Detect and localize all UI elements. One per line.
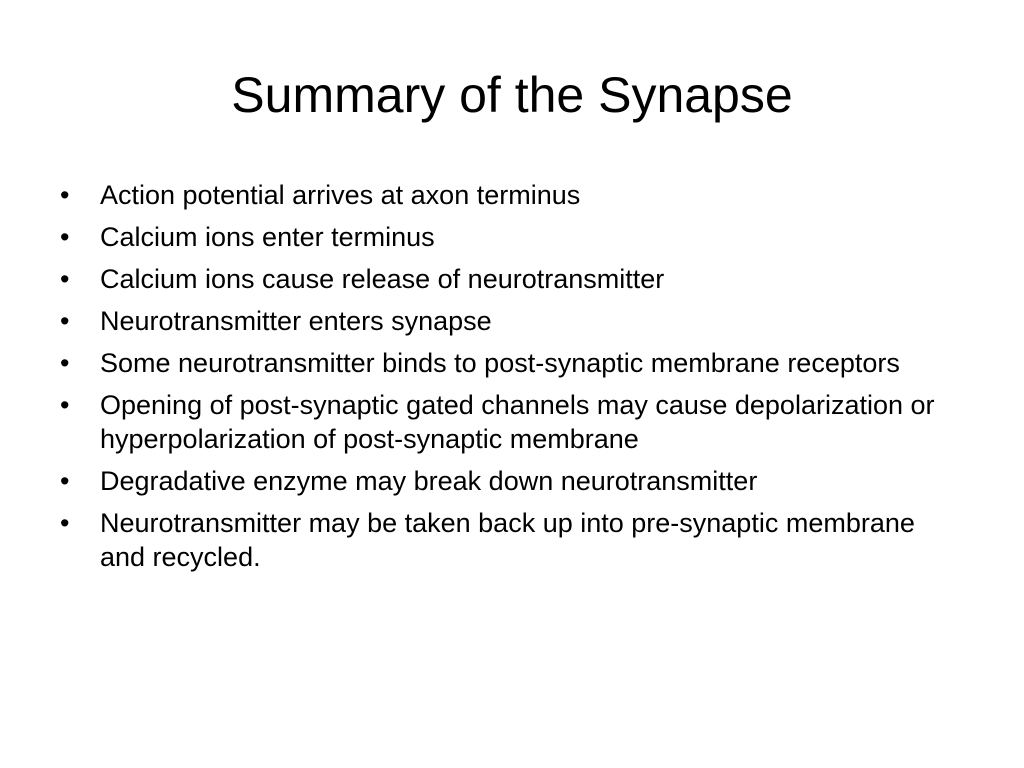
bullet-text: Degradative enzyme may break down neurotransmitter xyxy=(100,466,758,496)
bullet-item-7 xyxy=(58,464,958,498)
bullet-item-4 xyxy=(58,304,958,338)
slide-title: Summary of the Synapse xyxy=(231,67,793,123)
bullet-item-8 xyxy=(58,506,958,574)
bullet-item-3 xyxy=(58,262,958,296)
bullet-text: Some neurotransmitter binds to post-synaptic membrane receptors xyxy=(100,348,900,378)
bullet-icon: • xyxy=(60,466,70,496)
bullet-text: Action potential arrives at axon terminus xyxy=(100,180,581,210)
bullet-item-2 xyxy=(58,220,958,254)
bullet-icon: • xyxy=(60,222,70,252)
bullet-icon: • xyxy=(60,264,70,294)
bullet-item-6 xyxy=(58,388,958,456)
bullet-text: Neurotransmitter may be taken back up into pre-synaptic membrane and recycled. xyxy=(100,508,915,572)
bullet-icon: • xyxy=(60,508,70,538)
bullet-icon: • xyxy=(60,306,70,336)
bullet-text: Calcium ions enter terminus xyxy=(100,222,435,252)
bullet-icon: • xyxy=(60,180,70,210)
bullet-list xyxy=(58,178,958,582)
bullet-text: Opening of post-synaptic gated channels may cause depolarization or hyperpolarization of post-synaptic membrane xyxy=(100,390,935,454)
bullet-text: Neurotransmitter enters synapse xyxy=(100,306,492,336)
bullet-icon: • xyxy=(60,348,70,378)
bullet-item-5 xyxy=(58,346,958,380)
bullet-text: Calcium ions cause release of neurotransmitter xyxy=(100,264,665,294)
bullet-item-1 xyxy=(58,178,958,212)
bullet-icon: • xyxy=(60,390,70,420)
